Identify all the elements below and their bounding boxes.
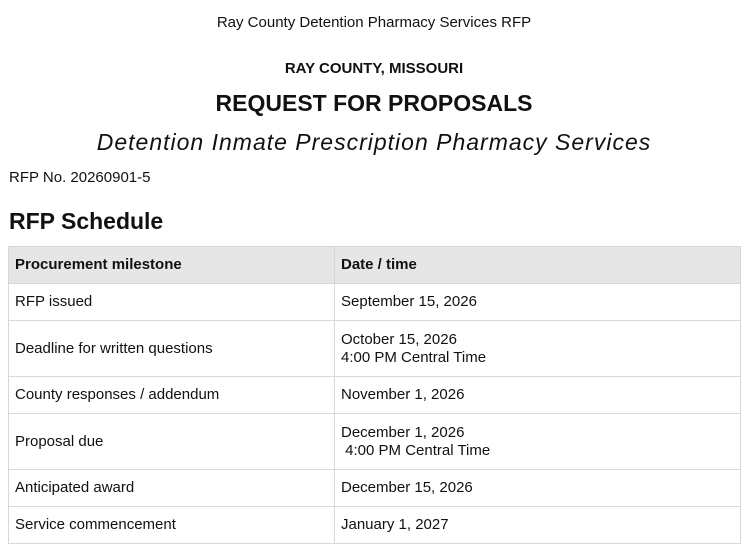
- rfp-number: RFP No. 20260901-5: [9, 169, 151, 186]
- date-line: December 15, 2026: [341, 479, 473, 496]
- milestone-cell: RFP issued: [9, 284, 335, 321]
- running-header: Ray County Detention Pharmacy Services RFP: [216, 14, 532, 31]
- table-row: [9, 284, 741, 321]
- column-header-date-time: Date / time: [335, 247, 741, 284]
- milestone-cell: Deadline for written questions: [9, 321, 335, 377]
- table-row: [9, 414, 741, 470]
- table-row: [9, 507, 741, 544]
- date-cell: [335, 414, 741, 470]
- date-line: December 1, 2026: [341, 423, 465, 441]
- date-cell: [335, 507, 741, 544]
- column-header-milestone: Procurement milestone: [9, 247, 335, 284]
- table-row: [9, 377, 741, 414]
- time-line: 4:00 PM Central Time: [341, 441, 491, 459]
- rfp-schedule-table: [8, 246, 741, 544]
- table-row: [9, 321, 741, 377]
- milestone-cell: Anticipated award: [9, 470, 335, 507]
- table-header-row: [9, 247, 741, 284]
- date-cell: [335, 470, 741, 507]
- table-row: [9, 470, 741, 507]
- section-heading-rfp-schedule: RFP Schedule: [9, 208, 164, 234]
- milestone-cell: Proposal due: [9, 414, 335, 470]
- date-line: September 15, 2026: [341, 293, 477, 310]
- date-line: November 1, 2026: [341, 386, 465, 403]
- document-subtitle: Detention Inmate Prescription Pharmacy Services: [96, 129, 652, 155]
- time-line: 4:00 PM Central Time: [341, 348, 487, 366]
- date-line: October 15, 2026: [341, 330, 457, 348]
- milestone-cell: County responses / addendum: [9, 377, 335, 414]
- milestone-cell: Service commencement: [9, 507, 335, 544]
- date-cell: [335, 321, 741, 377]
- date-line: January 1, 2027: [341, 516, 449, 533]
- document-title: REQUEST FOR PROPOSALS: [215, 90, 533, 116]
- county-name: RAY COUNTY, MISSOURI: [284, 60, 464, 77]
- date-cell: [335, 377, 741, 414]
- date-cell: [335, 284, 741, 321]
